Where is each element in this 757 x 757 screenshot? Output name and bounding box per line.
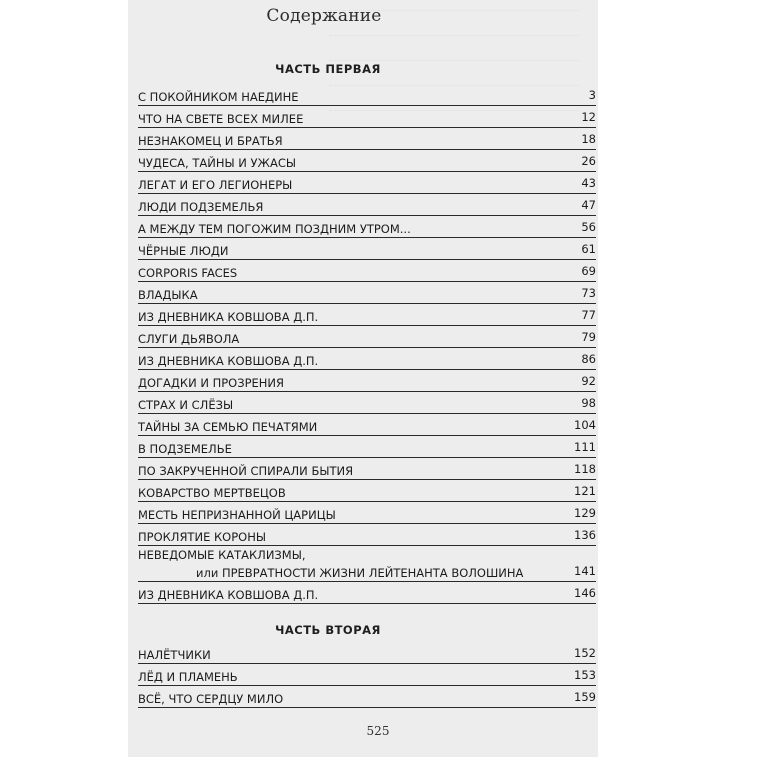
toc-entry[interactable] (138, 238, 596, 260)
toc-entry-page: 141 (574, 564, 596, 578)
toc-entry[interactable] (138, 106, 596, 128)
toc-entry[interactable] (138, 150, 596, 172)
toc-entry[interactable] (138, 216, 596, 238)
toc-entry-title: ЧЁРНЫЕ ЛЮДИ (138, 244, 229, 258)
toc-entry-page: 12 (581, 110, 596, 124)
toc-entry-page: 129 (574, 506, 596, 520)
toc-entry-page: 56 (581, 220, 596, 234)
entry-rule (138, 603, 596, 604)
toc-entry[interactable] (138, 326, 596, 348)
toc-entry-title: ВСЁ, ЧТО СЕРДЦУ МИЛО (138, 692, 284, 706)
toc-entry-page: 77 (581, 308, 596, 322)
toc-entry-title: СЛУГИ ДЬЯВОЛА (138, 332, 240, 346)
toc-entry-page: 118 (574, 462, 596, 476)
toc-entry-title: ПРОКЛЯТИЕ КОРОНЫ (138, 530, 266, 544)
toc-entry-title: КОВАРСТВО МЕРТВЕЦОВ (138, 486, 286, 500)
toc-entry-page: 121 (574, 484, 596, 498)
toc-entry[interactable] (138, 664, 596, 686)
toc-entry-title: СТРАХ И СЛЁЗЫ (138, 398, 234, 412)
toc-entry-page: 98 (581, 396, 596, 410)
toc-entry-title: ИЗ ДНЕВНИКА КОВШОВА Д.П. (138, 588, 319, 602)
part-one-title: ЧАСТЬ ПЕРВАЯ (275, 62, 381, 76)
toc-entry-title-line1: НЕВЕДОМЫЕ КАТАКЛИЗМЫ, (138, 548, 306, 562)
toc-entry[interactable] (138, 370, 596, 392)
toc-entry[interactable] (138, 282, 596, 304)
toc-entry-title: А МЕЖДУ ТЕМ ПОГОЖИМ ПОЗДНИМ УТРОМ... (138, 222, 411, 236)
toc-entry[interactable] (138, 128, 596, 150)
toc-entry-title (138, 546, 523, 582)
toc-entry-title: ВЛАДЫКА (138, 288, 198, 302)
toc-entry[interactable] (138, 172, 596, 194)
toc-entry-page: 86 (581, 352, 596, 366)
toc-entry-title: НЕЗНАКОМЕЦ И БРАТЬЯ (138, 134, 283, 148)
toc-entry-title: ЧТО НА СВЕТЕ ВСЕХ МИЛЕЕ (138, 112, 304, 126)
toc-entry[interactable] (138, 414, 596, 436)
toc-entry[interactable] (138, 260, 596, 282)
toc-entry-title: ЛЕГАТ И ЕГО ЛЕГИОНЕРЫ (138, 178, 293, 192)
toc-entry[interactable] (138, 480, 596, 502)
toc-entry[interactable] (138, 348, 596, 370)
toc-entry-page: 3 (588, 88, 596, 102)
toc-entry[interactable] (138, 458, 596, 480)
toc-entry-title: ТАЙНЫ ЗА СЕМЬЮ ПЕЧАТЯМИ (138, 420, 318, 434)
toc-entry-title: С ПОКОЙНИКОМ НАЕДИНЕ (138, 90, 299, 104)
toc-entry[interactable] (138, 194, 596, 216)
toc-entry-title: ДОГАДКИ И ПРОЗРЕНИЯ (138, 376, 285, 390)
toc-entry[interactable] (138, 542, 596, 582)
toc-entry[interactable] (138, 502, 596, 524)
entry-rule (138, 707, 596, 708)
toc-entry[interactable] (138, 436, 596, 458)
toc-entry-title: НАЛЁТЧИКИ (138, 648, 211, 662)
toc-entry-page: 61 (581, 242, 596, 256)
part-two-title: ЧАСТЬ ВТОРАЯ (275, 623, 381, 637)
toc-entry-title: CORPORIS FACES (138, 266, 238, 280)
toc-entry-title: ИЗ ДНЕВНИКА КОВШОВА Д.П. (138, 354, 319, 368)
toc-entry-page: 111 (574, 440, 596, 454)
toc-entry-page: 104 (574, 418, 596, 432)
toc-entry-page: 159 (574, 690, 596, 704)
toc-entry-title: ИЗ ДНЕВНИКА КОВШОВА Д.П. (138, 310, 319, 324)
toc-entry[interactable] (138, 642, 596, 664)
toc-entry-page: 152 (574, 646, 596, 660)
toc-entry-page: 47 (581, 198, 596, 212)
toc-entry[interactable] (138, 582, 596, 604)
toc-entry-page: 18 (581, 132, 596, 146)
toc-entry[interactable] (138, 304, 596, 326)
toc-entry-page: 92 (581, 374, 596, 388)
toc-entry-page: 153 (574, 668, 596, 682)
toc-entry-page: 146 (574, 586, 596, 600)
book-page (128, 0, 598, 757)
toc-entry[interactable] (138, 686, 596, 708)
toc-entry-page: 69 (581, 264, 596, 278)
page-number: 525 (366, 724, 390, 738)
toc-entry-title-line2: или ПРЕВРАТНОСТИ ЖИЗНИ ЛЕЙТЕНАНТА ВОЛОШИНА (196, 566, 524, 580)
toc-entry-page: 43 (581, 176, 596, 190)
contents-title: Содержание (266, 6, 382, 26)
toc-entry[interactable] (138, 84, 596, 106)
toc-entry-page: 73 (581, 286, 596, 300)
toc-entry-title: ЧУДЕСА, ТАЙНЫ И УЖАСЫ (138, 156, 296, 170)
toc-entry-title: МЕСТЬ НЕПРИЗНАННОЙ ЦАРИЦЫ (138, 508, 336, 522)
toc-entry-title: В ПОДЗЕМЕЛЬЕ (138, 442, 232, 456)
toc-entry-title: ЛЮДИ ПОДЗЕМЕЛЬЯ (138, 200, 264, 214)
toc-entry-page: 136 (574, 528, 596, 542)
toc-entry-title: ЛЁД И ПЛАМЕНЬ (138, 670, 238, 684)
toc-entry-page: 26 (581, 154, 596, 168)
toc-entry[interactable] (138, 392, 596, 414)
toc-entry-title: ПО ЗАКРУЧЕННОЙ СПИРАЛИ БЫТИЯ (138, 464, 354, 478)
toc-entry-page: 79 (581, 330, 596, 344)
